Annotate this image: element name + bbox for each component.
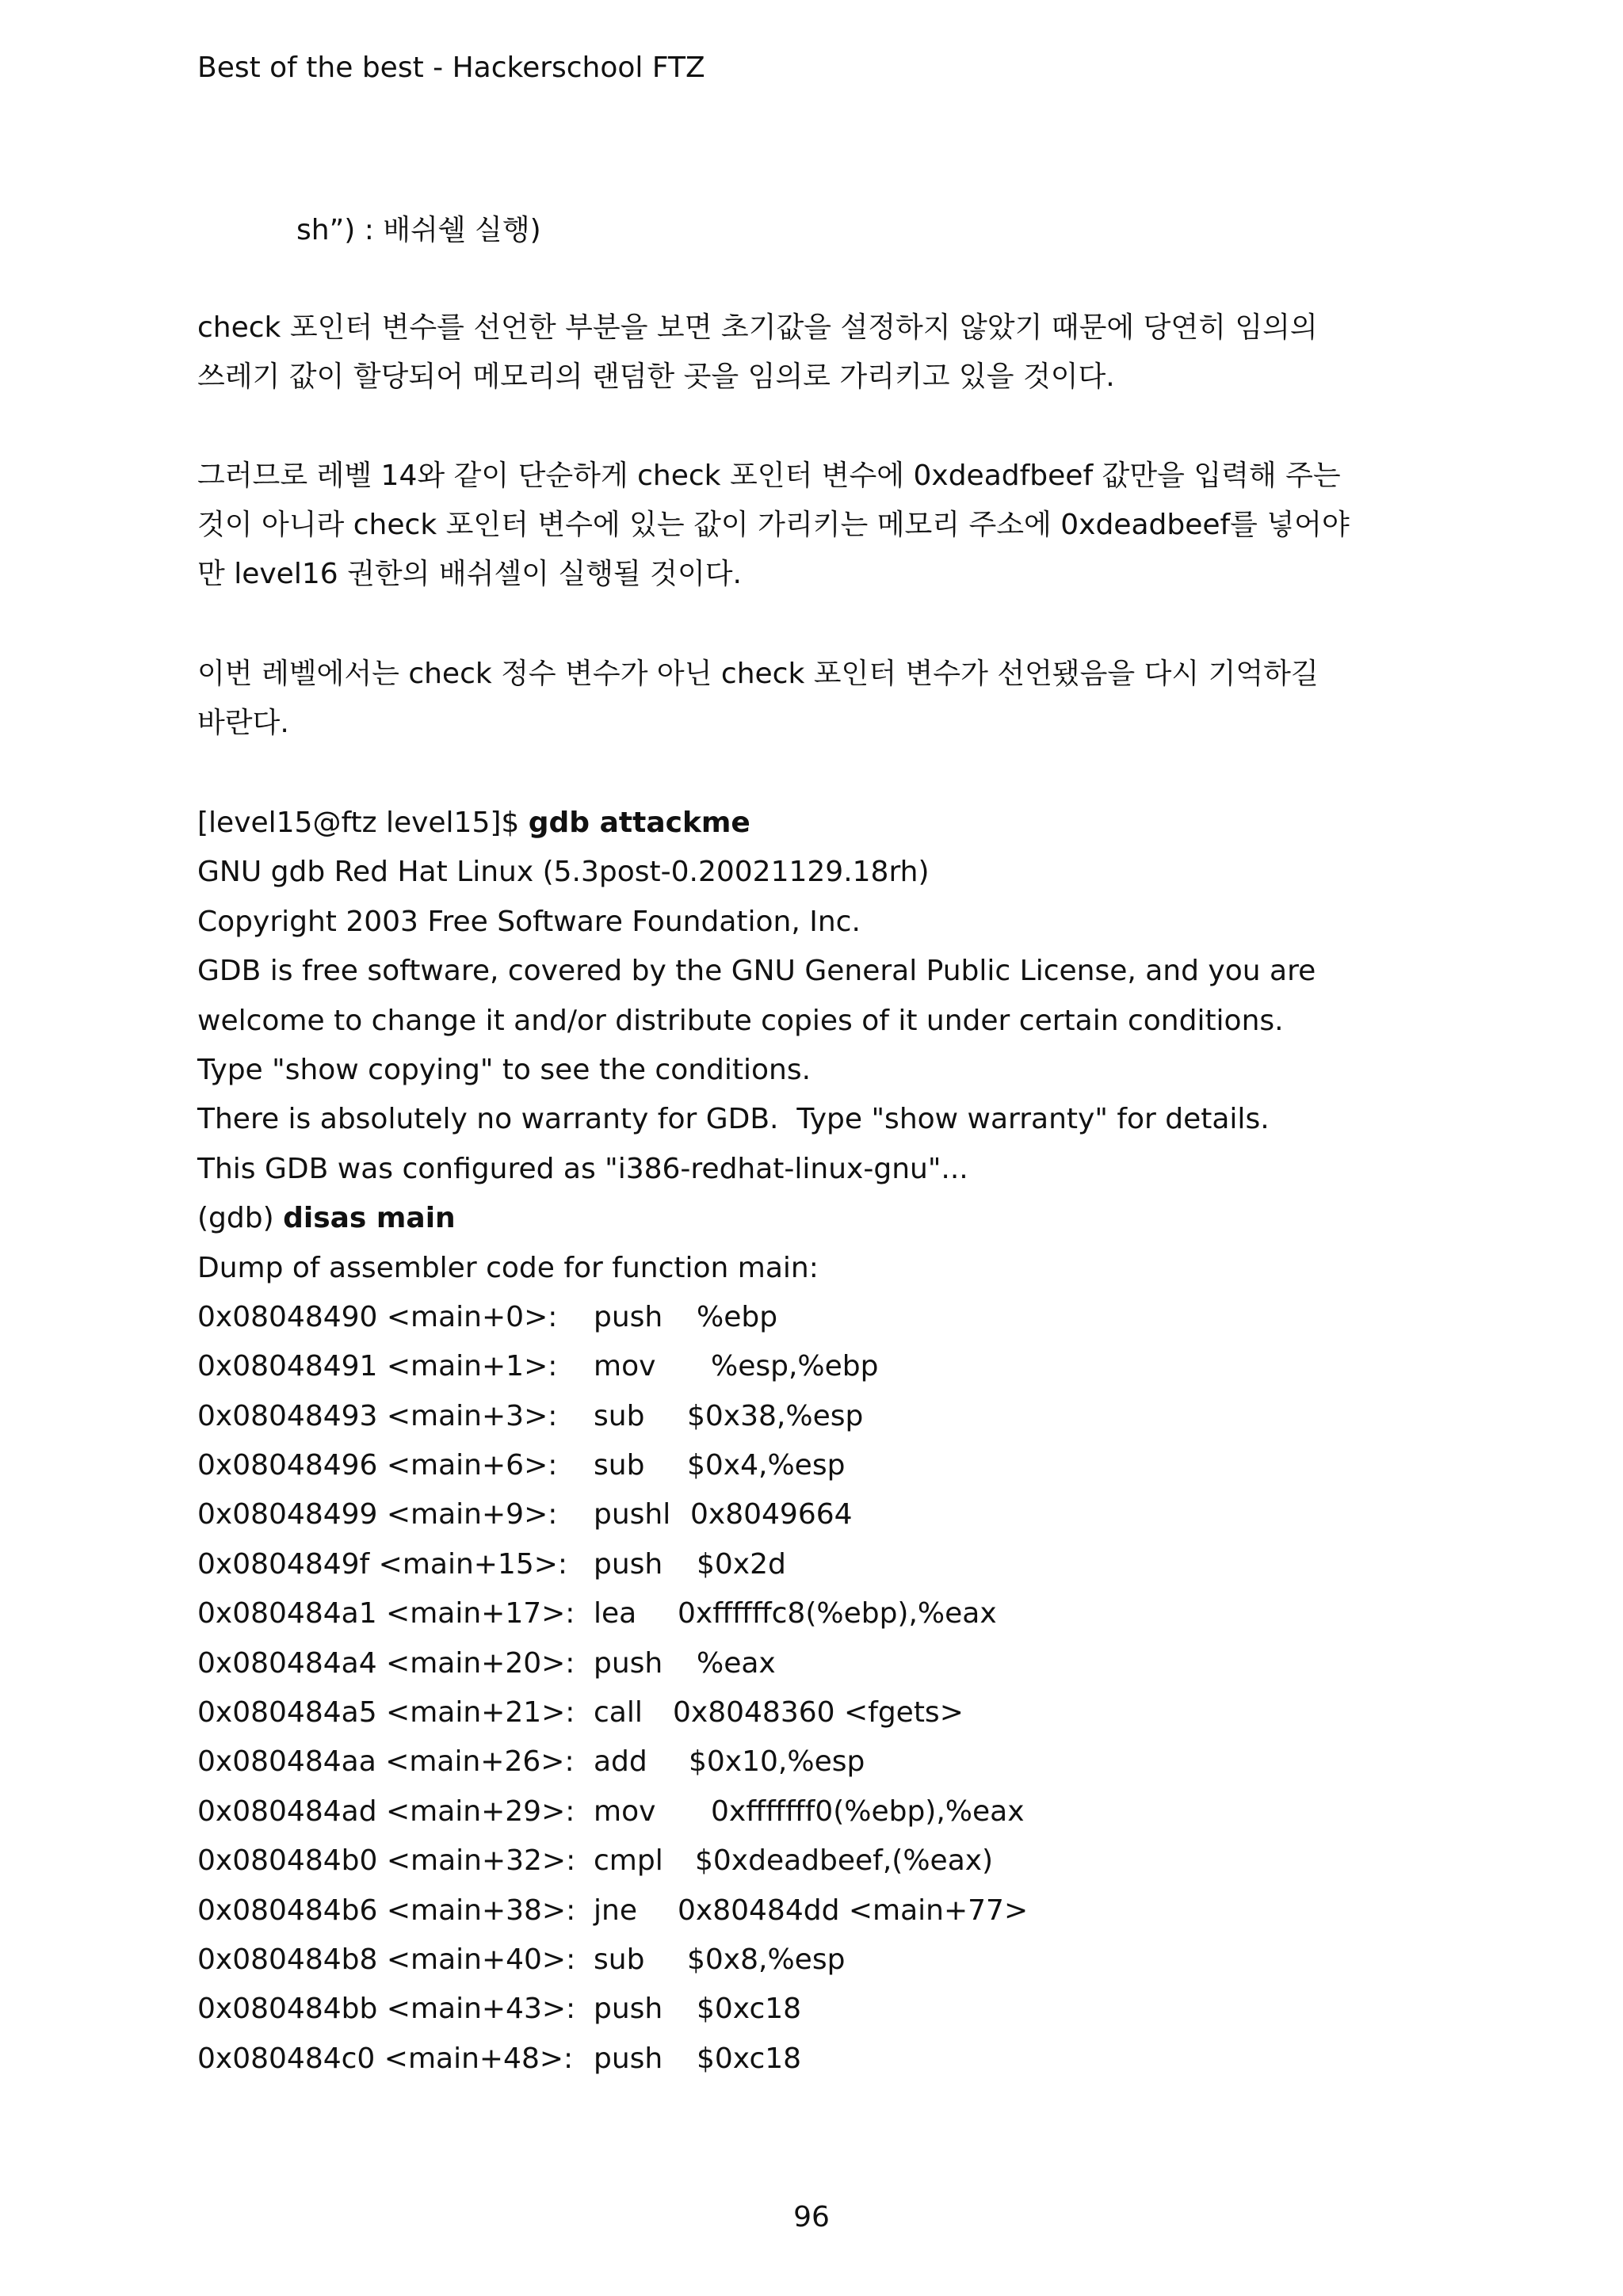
page-number: 96: [793, 2201, 830, 2233]
paragraph-check-pointer: [197, 303, 1434, 402]
asm-operand: 0xfffffff0(%ebp),%eax: [711, 1794, 1025, 1828]
asm-opcode: push: [594, 1300, 663, 1333]
shell-command: gdb attackme: [528, 807, 750, 839]
asm-line: [197, 1589, 1316, 1638]
asm-operand: 0xffffffc8(%ebp),%eax: [678, 1597, 997, 1630]
asm-operand: 0x8049664: [690, 1498, 853, 1531]
asm-opcode: push: [594, 1993, 663, 2026]
paragraph-deadbeef: [197, 452, 1434, 599]
asm-operand: %ebp: [697, 1300, 778, 1333]
asm-address: 0x080484a1 <main+17>:: [197, 1597, 575, 1630]
asm-line: [197, 2035, 1316, 2084]
asm-opcode: push: [594, 2042, 663, 2075]
asm-opcode: mov: [594, 1794, 656, 1828]
paragraph-line: 그러므로 레벨 14와 같이 단순하게 check 포인터 변수에 0xdeadfbeef 값만을 입력해 주는: [197, 460, 1341, 492]
asm-opcode: mov: [594, 1350, 656, 1383]
asm-address: 0x08048493 <main+3>:: [197, 1399, 558, 1432]
asm-opcode: sub: [594, 1449, 645, 1482]
gdb-prompt: (gdb): [197, 1202, 284, 1235]
asm-line: [197, 1490, 1316, 1539]
asm-operand: $0x38,%esp: [687, 1399, 864, 1432]
asm-opcode: pushl: [594, 1498, 671, 1531]
paragraph-reminder: [197, 650, 1434, 748]
asm-line: [197, 1936, 1316, 1985]
paragraph-continuation: [197, 206, 1434, 255]
shell-command-line: [197, 799, 1316, 848]
asm-address: 0x080484b8 <main+40>:: [197, 1943, 576, 1976]
asm-opcode: sub: [594, 1399, 645, 1432]
asm-line: [197, 1441, 1316, 1490]
asm-opcode: add: [594, 1745, 647, 1779]
gdb-command: disas main: [283, 1202, 456, 1235]
asm-address: 0x080484aa <main+26>:: [197, 1745, 575, 1779]
asm-line: [197, 1836, 1316, 1886]
asm-address: 0x080484bb <main+43>:: [197, 1993, 576, 2026]
asm-address: 0x08048491 <main+1>:: [197, 1350, 558, 1383]
gdb-banner-line: GNU gdb Red Hat Linux (5.3post-0.20021129.18rh): [197, 856, 930, 889]
asm-operand: $0x4,%esp: [687, 1449, 846, 1482]
gdb-banner-line: Type "show copying" to see the conditions.: [197, 1053, 812, 1086]
asm-operand: $0xc18: [697, 1993, 802, 2026]
paragraph-line: 이번 레벨에서는 check 정수 변수가 아닌 check 포인터 변수가 선언됐음을 다시 기억하길: [197, 658, 1319, 690]
asm-address: 0x080484ad <main+29>:: [197, 1794, 575, 1828]
asm-operand: $0xc18: [697, 2042, 802, 2075]
asm-address: 0x08048490 <main+0>:: [197, 1300, 558, 1333]
asm-address: 0x0804849f <main+15>:: [197, 1547, 568, 1581]
asm-operand: $0x8,%esp: [687, 1943, 846, 1976]
asm-line: [197, 1985, 1316, 2034]
paragraph-line: sh”) : 배쉬쉘 실행): [296, 214, 541, 246]
asm-opcode: push: [594, 1646, 663, 1680]
asm-line: [197, 1342, 1316, 1391]
gdb-session: [197, 799, 1316, 2084]
paragraph-line: 것이 아니라 check 포인터 변수에 있는 값이 가리키는 메모리 주소에 0xdeadbeef를 넣어야: [197, 509, 1350, 541]
asm-line: [197, 1540, 1316, 1589]
asm-operand: $0xdeadbeef,(%eax): [695, 1844, 994, 1878]
asm-line: [197, 1886, 1316, 1936]
asm-operand: 0x80484dd <main+77>: [678, 1894, 1029, 1927]
dump-header: Dump of assembler code for function main:: [197, 1251, 819, 1284]
asm-operand: %eax: [697, 1646, 776, 1680]
asm-address: 0x080484a4 <main+20>:: [197, 1646, 575, 1680]
asm-address: 0x08048499 <main+9>:: [197, 1498, 558, 1531]
asm-operand: $0x10,%esp: [689, 1745, 865, 1779]
paragraph-line: check 포인터 변수를 선언한 부분을 보면 초기값을 설정하지 않았기 때문에 당연히 임의의: [197, 311, 1318, 344]
asm-line: [197, 1639, 1316, 1688]
asm-opcode: lea: [594, 1597, 637, 1630]
asm-address: 0x080484a5 <main+21>:: [197, 1696, 575, 1730]
asm-line: [197, 1688, 1316, 1737]
asm-address: 0x080484c0 <main+48>:: [197, 2042, 574, 2075]
gdb-command-line: [197, 1194, 1316, 1243]
asm-operand: 0x8048360 <fgets>: [673, 1696, 964, 1730]
asm-address: 0x080484b0 <main+32>:: [197, 1844, 576, 1878]
shell-prompt: [level15@ftz level15]$: [197, 807, 529, 839]
gdb-banner-line: There is absolutely no warranty for GDB. Type "show warranty" for details.: [197, 1103, 1270, 1136]
asm-line: [197, 1737, 1316, 1787]
page-header: Best of the best - Hackerschool FTZ: [197, 51, 705, 84]
assembly-listing: [197, 1293, 1316, 2084]
asm-address: 0x08048496 <main+6>:: [197, 1449, 558, 1482]
asm-operand: %esp,%ebp: [711, 1350, 879, 1383]
paragraph-line: 바란다.: [197, 707, 289, 739]
gdb-banner-line: Copyright 2003 Free Software Foundation, Inc.: [197, 905, 861, 938]
asm-address: 0x080484b6 <main+38>:: [197, 1894, 576, 1927]
asm-opcode: call: [594, 1696, 643, 1730]
gdb-banner-line: welcome to change it and/or distribute copies of it under certain conditions.: [197, 1004, 1284, 1037]
gdb-banner-line: This GDB was configured as "i386-redhat-linux-gnu"...: [197, 1152, 968, 1185]
paragraph-line: 만 level16 권한의 배쉬셀이 실행될 것이다.: [197, 558, 742, 590]
asm-line: [197, 1392, 1316, 1441]
asm-line: [197, 1293, 1316, 1342]
gdb-banner-line: GDB is free software, covered by the GNU General Public License, and you are: [197, 955, 1316, 988]
asm-opcode: cmpl: [594, 1844, 663, 1878]
asm-opcode: jne: [594, 1894, 637, 1927]
asm-line: [197, 1787, 1316, 1836]
asm-operand: $0x2d: [697, 1547, 786, 1581]
asm-opcode: sub: [594, 1943, 645, 1976]
paragraph-line: 쓰레기 값이 할당되어 메모리의 랜덤한 곳을 임의로 가리키고 있을 것이다.: [197, 360, 1115, 393]
asm-opcode: push: [594, 1547, 663, 1581]
